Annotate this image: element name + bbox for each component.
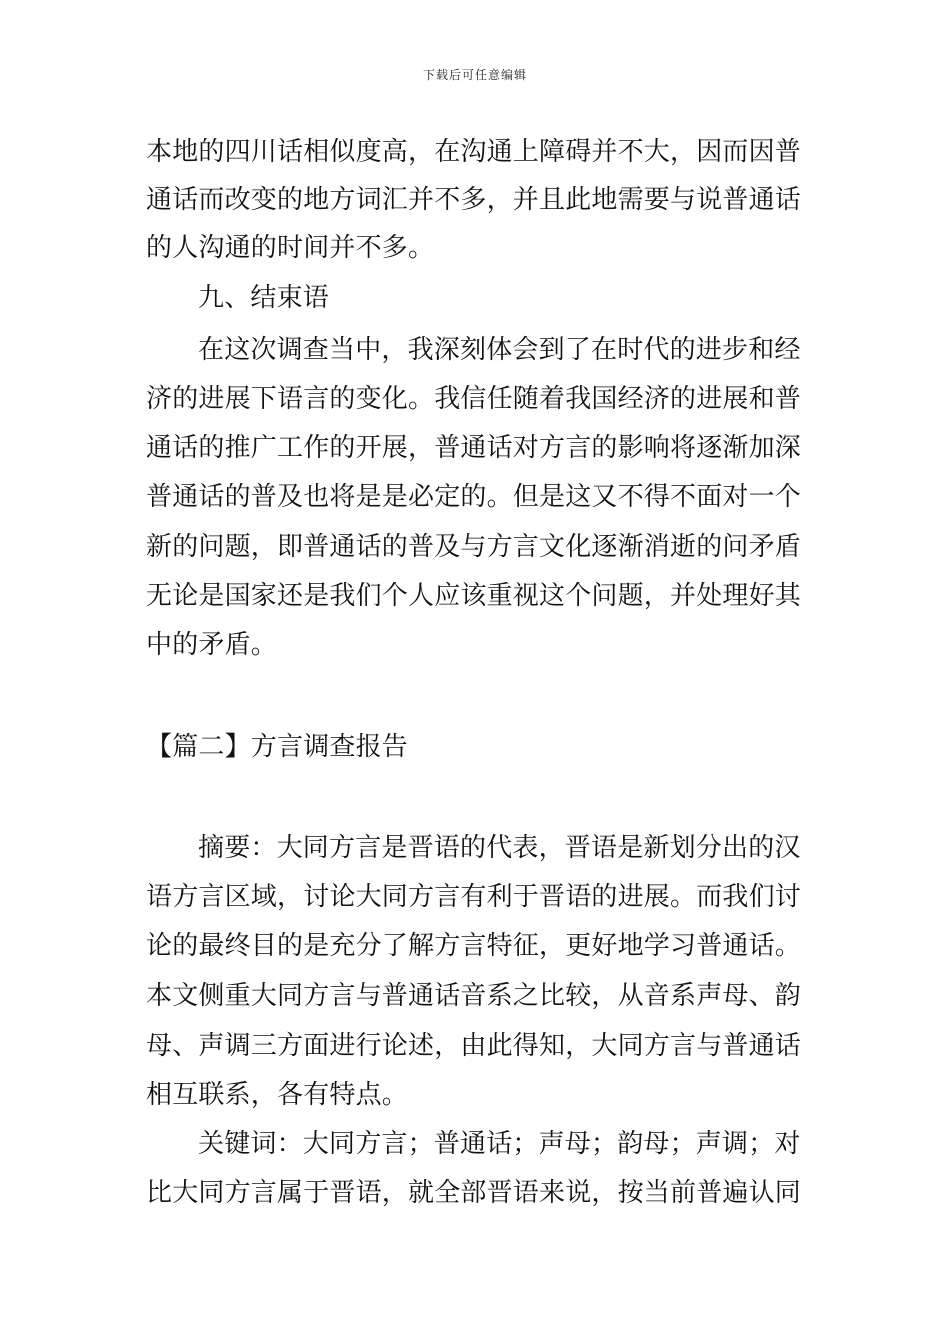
- text-line: 无论是国家还是我们个人应该重视这个问题，并处理好其: [146, 581, 802, 611]
- text-line: 论的最终目的是充分了解方言特征，更好地学习普通话。: [146, 931, 802, 961]
- page-header: 下载后可任意编辑: [422, 68, 527, 82]
- text-line: 新的问题，即普通话的普及与方言文化逐渐消逝的问矛盾: [146, 532, 802, 562]
- text-line: 本地的四川话相似度高，在沟通上障碍并不大，因而因普: [146, 137, 802, 167]
- text-line: 相互联系，各有特点。: [146, 1080, 409, 1110]
- text-line: 中的矛盾。: [146, 630, 278, 660]
- text-line: 济的进展下语言的变化。我信任随着我国经济的进展和普: [146, 384, 802, 414]
- text-line: 通话而改变的地方词汇并不多，并且此地需要与说普通话: [146, 185, 802, 215]
- text-line: 母、声调三方面进行论述，由此得知，大同方言与普通话: [146, 1031, 802, 1061]
- text-line: 本文侧重大同方言与普通话音系之比较，从音系声母、韵: [146, 981, 802, 1011]
- section-heading: 九、结束语: [198, 283, 330, 313]
- text-line: 在这次调查当中，我深刻体会到了在时代的进步和经: [198, 335, 801, 365]
- text-line: 的人沟通的时间并不多。: [146, 233, 435, 263]
- text-line: 摘要：大同方言是晋语的代表，晋语是新划分出的汉: [198, 833, 801, 863]
- text-line: 普通话的普及也将是是必定的。但是这又不得不面对一个: [146, 482, 802, 512]
- text-line: 比大同方言属于晋语，就全部晋语来说，按当前普遍认同: [146, 1178, 802, 1208]
- keywords-line: 关键词：大同方言；普通话；声母；韵母；声调；对: [198, 1129, 801, 1159]
- text-line: 语方言区域，讨论大同方言有利于晋语的进展。而我们讨: [146, 882, 802, 912]
- text-line: 通话的推广工作的开展，普通话对方言的影响将逐渐加深: [146, 433, 802, 463]
- chapter-title: 【篇二】方言调查报告: [146, 732, 409, 762]
